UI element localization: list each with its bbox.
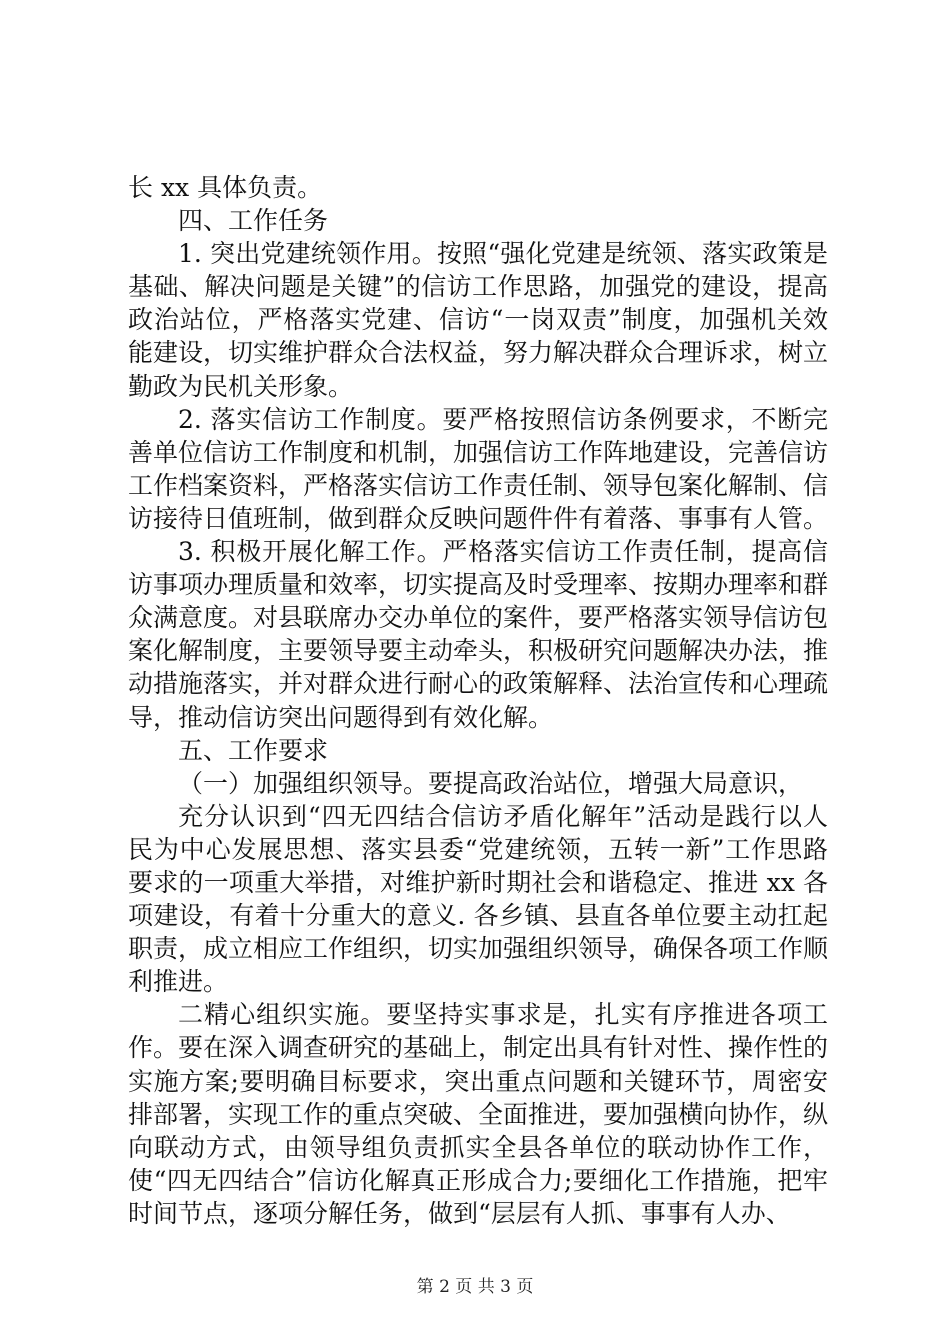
page-footer: 第 2 页 共 3 页 xyxy=(416,1277,534,1297)
paragraph-requirement-2: 二精心组织实施。要坚持实事求是，扎实有序推进各项工作。要在深入调查研究的基础上，制定出具有针对性、操作性的实施方案;要明确目标要求，突出重点问题和关键环节，周密安排部署，实现工作的重点突破、全面推进，要加强横向协作，纵向联动方式，由领导组负责抓实全县各单位的联动协作工作，使“四无四结合”信访化解真正形成合力;要细化工作措施，把牢时间节点，逐项分解任务，做到“层层有人抓、事事有人办、 xyxy=(128,1000,829,1228)
paragraph-task-1: 1. 突出党建统领作用。按照“强化党建是统领、落实政策是基础、解决问题是关键”的信访工作思路，加强党的建设，提高政治站位，严格落实党建、信访“一岗双责”制度，加强机关效能建设，切实维护群众合法权益，努力解决群众合理诉求，树立勤政为民机关形象。 xyxy=(128,239,829,401)
paragraph-task-2: 2. 落实信访工作制度。要严格按照信访条例要求，不断完善单位信访工作制度和机制，加强信访工作阵地建设，完善信访工作档案资料，严格落实信访工作责任制、领导包案化解制、信访接待日值班制，做到群众反映问题件件有着落、事事有人管。 xyxy=(128,404,829,533)
paragraph-task-3: 3. 积极开展化解工作。严格落实信访工作责任制，提高信访事项办理质量和效率，切实提高及时受理率、按期办理率和群众满意度。对县联席办交办单位的案件，要严格落实领导信访包案化解制度，主要领导要主动牵头，积极研究问题解决办法，推动措施落实，并对群众进行耐心的政策解释、法治宣传和心理疏导，推动信访突出问题得到有效化解。 xyxy=(128,537,829,732)
paragraph-continuation: 长 xx 具体负责。 xyxy=(128,173,323,202)
section-heading-tasks: 四、工作任务 xyxy=(178,206,329,236)
document-body xyxy=(128,171,828,1230)
section-heading-requirements: 五、工作要求 xyxy=(178,735,329,765)
paragraph-requirement-1-body: 充分认识到“四无四结合信访矛盾化解年”活动是践行以人民为中心发展思想、落实县委“党建统领，五转一新”工作思路要求的一项重大举措，对维护新时期社会和谐稳定、推进 xx 各项建设，有着十分重大的意义. 各乡镇、县直各单位要主动扛起职责，成立相应工作组织，切实加强组织领导，确保各项工作顺利推进。 xyxy=(128,801,829,997)
paragraph-requirement-1-lead: （一）加强组织领导。要提高政治站位，增强大局意识， xyxy=(178,768,804,798)
